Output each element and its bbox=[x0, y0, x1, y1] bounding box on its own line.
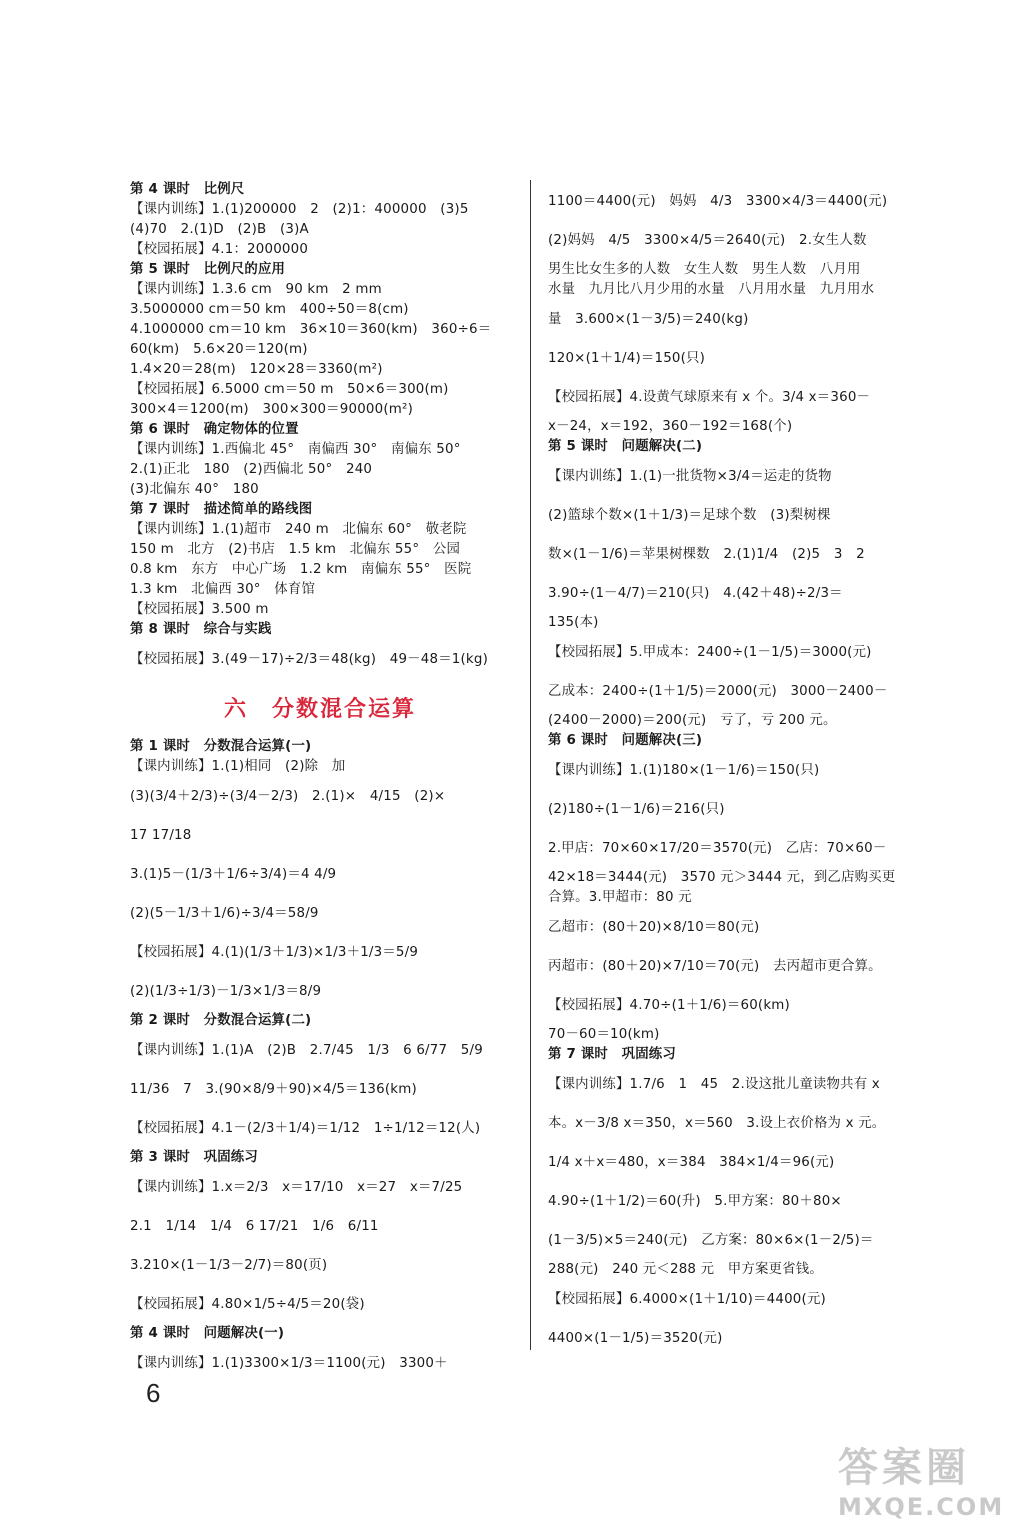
answer-line: 【校园拓展】3.500 m bbox=[130, 602, 269, 617]
answer-line: 288(元) 240 元＜288 元 甲方案更省钱。 bbox=[548, 1262, 823, 1277]
answer-line: 【课内训练】1.(1)A (2)B 2.7/45 1/3 6 6/77 5/9 bbox=[130, 1043, 483, 1058]
answer-line: x－24，x＝192，360－192＝168(个) bbox=[548, 419, 793, 434]
answer-line: 【校园拓展】4.(1)(1/3＋1/3)×1/3＋1/3＝5/9 bbox=[130, 945, 419, 960]
answer-line: 【课内训练】1.3.6 cm 90 km 2 mm bbox=[130, 282, 382, 297]
answer-line: 【课内训练】1.(1)200000 2 (2)1：400000 (3)5 bbox=[130, 202, 469, 217]
lesson-heading: 第 1 课时 分数混合运算(一) bbox=[130, 739, 312, 754]
answer-line: 4400×(1－1/5)＝3520(元) bbox=[548, 1331, 723, 1346]
answer-line: 1.3 km 北偏西 30° 体育馆 bbox=[130, 582, 316, 597]
column-divider bbox=[530, 180, 531, 1350]
answer-line: (1－3/5)×5＝240(元) 乙方案：80×6×(1－2/5)＝ bbox=[548, 1233, 874, 1248]
answer-line: 男生比女生多的人数 女生人数 男生人数 八月用 bbox=[548, 262, 861, 277]
lesson-heading: 第 6 课时 确定物体的位置 bbox=[130, 422, 299, 437]
answer-line: 2.(1)正北 180 (2)西偏北 50° 240 bbox=[130, 462, 373, 477]
answer-line: 量 3.600×(1－3/5)＝240(kg) bbox=[548, 312, 749, 327]
answer-line: 17 17/18 bbox=[130, 828, 192, 843]
answer-line: 2.甲店：70×60×17/20＝3570(元) 乙店：70×60－ bbox=[548, 841, 887, 856]
answer-line: 【课内训练】1.x＝2/3 x＝17/10 x＝27 x＝7/25 bbox=[130, 1180, 463, 1195]
answer-line: 4.90÷(1＋1/2)＝60(升) 5.甲方案：80＋80× bbox=[548, 1194, 842, 1209]
answer-line: 【校园拓展】3.(49－17)÷2/3＝48(kg) 49－48＝1(kg) bbox=[130, 652, 489, 667]
answer-line: 【课内训练】1.7/6 1 45 2.设这批儿童读物共有 x bbox=[548, 1077, 880, 1092]
answer-line: 丙超市：(80＋20)×7/10＝70(元) 去丙超市更合算。 bbox=[548, 959, 882, 974]
answer-line: 数×(1－1/6)＝苹果树棵数 2.(1)1/4 (2)5 3 2 bbox=[548, 547, 865, 562]
answer-line: 水量 九月比八月少用的水量 八月用水量 九月用水 bbox=[548, 282, 875, 297]
lesson-heading: 第 7 课时 描述简单的路线图 bbox=[130, 502, 313, 517]
answer-line: 0.8 km 东方 中心广场 1.2 km 南偏东 55° 医院 bbox=[130, 562, 472, 577]
answer-line: 【校园拓展】4.80×1/5÷4/5＝20(袋) bbox=[130, 1297, 365, 1312]
answer-line: 【课内训练】1.(1)超市 240 m 北偏东 60° 敬老院 bbox=[130, 522, 467, 537]
answer-line: 1100＝4400(元) 妈妈 4/3 3300×4/3＝4400(元) bbox=[548, 194, 888, 209]
page-number: 6 bbox=[146, 1378, 161, 1408]
answer-line: 【校园拓展】5.甲成本：2400÷(1－1/5)＝3000(元) bbox=[548, 645, 872, 660]
lesson-heading: 第 8 课时 综合与实践 bbox=[130, 622, 272, 637]
answer-line: (3)(3/4＋2/3)÷(3/4－2/3) 2.(1)× 4/15 (2)× bbox=[130, 789, 446, 804]
answer-line: 【校园拓展】4.设黄气球原来有 x 个。3/4 x＝360－ bbox=[548, 390, 871, 405]
left-column bbox=[130, 180, 510, 1383]
answer-line: 1.4×20＝28(m) 120×28＝3360(m²) bbox=[130, 362, 383, 377]
answer-line: 70－60＝10(km) bbox=[548, 1027, 660, 1042]
left-lines-before bbox=[130, 180, 510, 679]
lesson-heading: 第 2 课时 分数混合运算(二) bbox=[130, 1013, 312, 1028]
answer-line: 1/4 x＋x＝480，x＝384 384×1/4＝96(元) bbox=[548, 1155, 835, 1170]
answer-line: (2)妈妈 4/5 3300×4/5＝2640(元) 2.女生人数 bbox=[548, 233, 867, 248]
answer-line: (2)(1/3÷1/3)－1/3×1/3＝8/9 bbox=[130, 984, 322, 999]
answer-line: 135(本) bbox=[548, 615, 599, 630]
answer-line: 【课内训练】1.(1)180×(1－1/6)＝150(只) bbox=[548, 763, 820, 778]
left-lines-after bbox=[130, 737, 510, 1383]
answer-line: 本。x－3/8 x＝350，x＝560 3.设上衣价格为 x 元。 bbox=[548, 1116, 886, 1131]
lesson-heading: 第 5 课时 比例尺的应用 bbox=[130, 262, 286, 277]
watermark-url: MXQE.COM bbox=[838, 1493, 1005, 1521]
answer-line: 合算。3.甲超市：80 元 bbox=[548, 890, 692, 905]
lesson-heading: 第 5 课时 问题解决(二) bbox=[548, 439, 703, 454]
answer-line: 【校园拓展】6.4000×(1＋1/10)＝4400(元) bbox=[548, 1292, 826, 1307]
answer-line: (4)70 2.(1)D (2)B (3)A bbox=[130, 222, 309, 237]
answer-line: 【校园拓展】4.1：2000000 bbox=[130, 242, 309, 257]
answer-line: 42×18＝3444(元) 3570 元＞3444 元，到乙店购买更 bbox=[548, 870, 896, 885]
answer-line: 300×4＝1200(m) 300×300＝90000(m²) bbox=[130, 402, 414, 417]
answer-line: 3.(1)5－(1/3＋1/6÷3/4)＝4 4/9 bbox=[130, 867, 337, 882]
answer-line: 【校园拓展】4.1－(2/3＋1/4)＝1/12 1÷1/12＝12(人) bbox=[130, 1121, 481, 1136]
answer-line: 【课内训练】1.西偏北 45° 南偏西 30° 南偏东 50° bbox=[130, 442, 461, 457]
answer-line: 3.90÷(1－4/7)＝210(只) 4.(42＋48)÷2/3＝ bbox=[548, 586, 843, 601]
answer-line: 【课内训练】1.(1)相同 (2)除 加 bbox=[130, 759, 346, 774]
lesson-heading: 第 7 课时 巩固练习 bbox=[548, 1047, 676, 1062]
answer-line: 150 m 北方 (2)书店 1.5 km 北偏东 55° 公园 bbox=[130, 542, 461, 557]
answer-line: 3.5000000 cm＝50 km 400÷50＝8(cm) bbox=[130, 302, 409, 317]
answer-line: 4.1000000 cm＝10 km 36×10＝360(km) 360÷6＝ bbox=[130, 322, 492, 337]
answer-line: 【校园拓展】4.70÷(1＋1/6)＝60(km) bbox=[548, 998, 790, 1013]
answer-line: (2)(5－1/3＋1/6)÷3/4＝58/9 bbox=[130, 906, 319, 921]
answer-line: 3.210×(1－1/3－2/7)＝80(页) bbox=[130, 1258, 328, 1273]
answer-line: 120×(1＋1/4)＝150(只) bbox=[548, 351, 706, 366]
section-title: 六 分数混合运算 bbox=[223, 697, 416, 722]
answer-line: 【课内训练】1.(1)一批货物×3/4＝运走的货物 bbox=[548, 469, 832, 484]
watermark-logo-text: 答案圈 bbox=[838, 1445, 970, 1491]
answer-line: (2)篮球个数×(1＋1/3)＝足球个数 (3)梨树棵 bbox=[548, 508, 831, 523]
answer-line: 乙超市：(80＋20)×8/10＝80(元) bbox=[548, 920, 760, 935]
answer-line: 60(km) 5.6×20＝120(m) bbox=[130, 342, 308, 357]
answer-line: 【校园拓展】6.5000 cm＝50 m 50×6＝300(m) bbox=[130, 382, 449, 397]
answer-line: (3)北偏东 40° 180 bbox=[130, 482, 259, 497]
watermark-logo bbox=[838, 1444, 1018, 1534]
lesson-heading: 第 4 课时 比例尺 bbox=[130, 182, 245, 197]
answer-line: 【课内训练】1.(1)3300×1/3＝1100(元) 3300＋ bbox=[130, 1356, 448, 1371]
answer-line: 乙成本：2400÷(1＋1/5)＝2000(元) 3000－2400－ bbox=[548, 684, 888, 699]
answer-line: (2400－2000)＝200(元) 亏了，亏 200 元。 bbox=[548, 713, 837, 728]
answer-line: (2)180÷(1－1/6)＝216(只) bbox=[548, 802, 725, 817]
right-column bbox=[548, 182, 933, 1358]
lesson-heading: 第 6 课时 问题解决(三) bbox=[548, 733, 703, 748]
answer-line: 11/36 7 3.(90×8/9＋90)×4/5＝136(km) bbox=[130, 1082, 417, 1097]
lesson-heading: 第 3 课时 巩固练习 bbox=[130, 1150, 258, 1165]
answer-line: 2.1 1/14 1/4 6 17/21 1/6 6/11 bbox=[130, 1219, 379, 1234]
lesson-heading: 第 4 课时 问题解决(一) bbox=[130, 1326, 285, 1341]
